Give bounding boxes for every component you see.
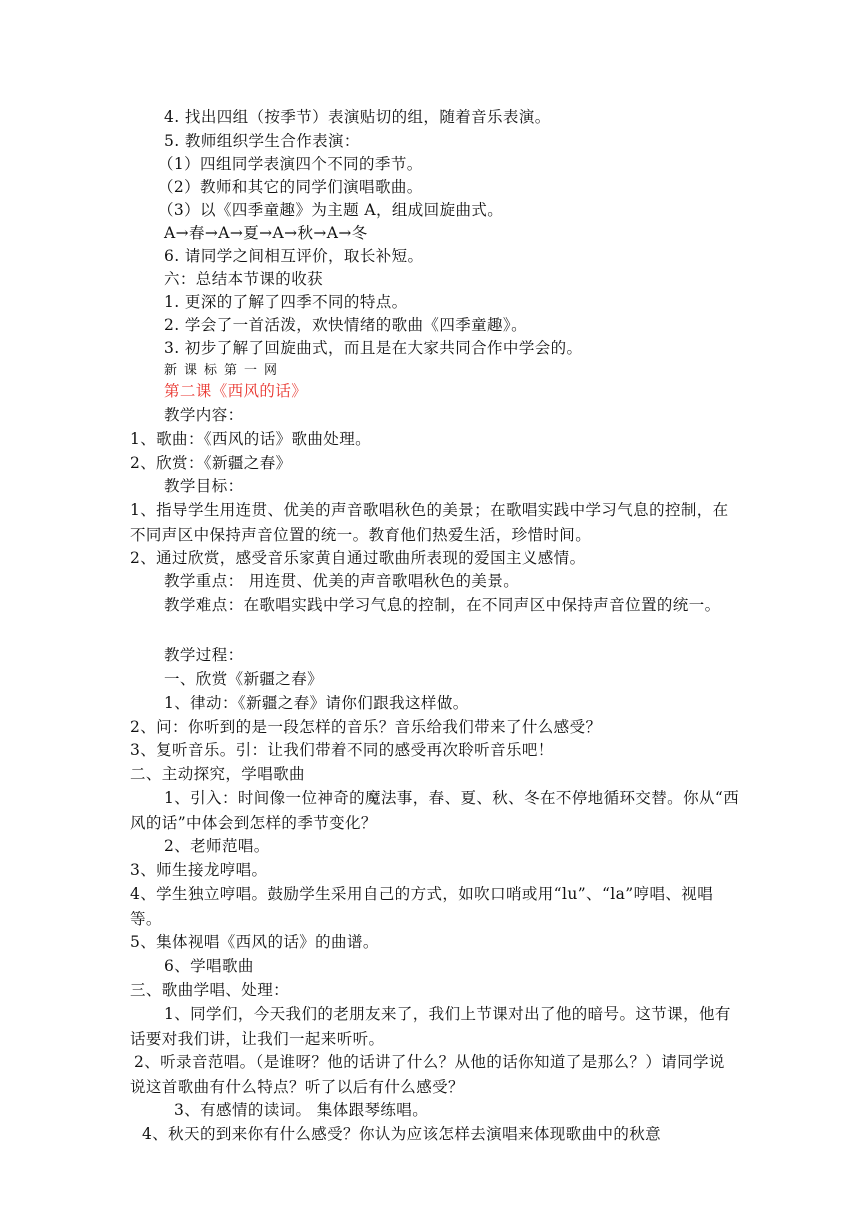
paragraph: 1、引入：时间像一位神奇的魔法事，春、夏、秋、冬在不停地循环交替。你从“西风的话”中体会到怎样的季节变化？ [130,789,740,832]
text-line: 6. 请同学之间相互评价，取长补短。 [164,247,424,265]
section-heading: 教学过程： [164,646,244,664]
text-line: 4、秋天的到来你有什么感受？你认为应该怎样去演唱来体现歌曲中的秋意 [142,1125,662,1143]
section-heading: 三、歌曲学唱、处理： [130,981,290,999]
text-line: 教学重点： 用连贯、优美的声音歌唱秋色的美景。 [164,572,520,590]
paragraph: 教学难点：在歌唱实践中学习气息的控制，在不同声区中保持声音位置的统一。 [164,596,721,614]
text-line: 3、复听音乐。引：让我们带着不同的感受再次聆听音乐吧！ [130,741,554,759]
text-line: 3. 初步了解了回旋曲式，而且是在大家共同合作中学会的。 [164,339,583,357]
text-line: 教学内容： [164,406,244,424]
text-line: 3、有感情的读词。 集体跟琴练唱。 [174,1101,429,1119]
text-line: 2、问：你听到的是一段怎样的音乐？音乐给我们带来了什么感受？ [130,718,602,736]
paragraph: 1、同学们，今天我们的老朋友来了，我们上节课对出了他的暗号。这节课，他有话要对我们讲，让我们一起来听听。 [130,1005,731,1048]
text-line: （1）四组同学表演四个不同的季节。 [158,155,423,173]
text-line: 1、律动：《新疆之春》请你们跟我这样做。 [164,694,469,712]
paragraph: 1、指导学生用连贯、优美的声音歌唱秋色的美景；在歌唱实践中学习气息的控制，在不同声区中保持声音位置的统一。教育他们热爱生活，珍惜时间。 [130,501,729,544]
text-line: 2、老师范唱。 [164,837,270,855]
text-line: 教学目标： [164,477,244,495]
text-line: 1. 更深的了解了四季不同的特点。 [164,293,408,311]
text-line: 5、集体视唱《西风的话》的曲谱。 [130,933,379,951]
watermark-text: 新课标第一网 [164,363,285,378]
lesson-title: 第二课《西风的话》 [164,382,308,400]
text-line: 一、欣赏《新疆之春》 [164,670,324,688]
text-line: 2、欣赏：《新疆之春》 [130,454,292,472]
text-line: 1、歌曲：《西风的话》歌曲处理。 [130,430,372,448]
section-heading: 六：总结本节课的收获 [164,270,324,288]
text-line: 2. 学会了一首活泼，欢快情绪的歌曲《四季童趣》。 [164,316,527,334]
text-line: （2）教师和其它的同学们演唱歌曲。 [158,178,423,196]
text-line: 2、通过欣赏，感受音乐家黄自通过歌曲所表现的爱国主义感情。 [130,549,586,567]
section-heading: 二、主动探究，学唱歌曲 [130,765,305,783]
text-line: 6、学唱歌曲 [164,957,254,975]
text-line: A→春→A→夏→A→秋→A→冬 [164,224,368,242]
text-line: 4. 找出四组（按季节）表演贴切的组，随着音乐表演。 [164,108,551,126]
text-line: 5. 教师组织学生合作表演： [164,132,360,150]
paragraph: 2、听录音范唱。（是谁呀？他的话讲了什么？从他的话你知道了是那么？）请同学说说这首歌曲有什么特点？听了以后有什么感受？ [130,1053,725,1096]
text-line: 3、师生接龙哼唱。 [130,861,268,879]
paragraph: 4、学生独立哼唱。鼓励学生采用自己的方式，如吹口哨或用“lu”、“la”哼唱、视唱等。 [130,885,714,928]
text-line: （3）以《四季童趣》为主题 A，组成回旋曲式。 [158,201,504,219]
